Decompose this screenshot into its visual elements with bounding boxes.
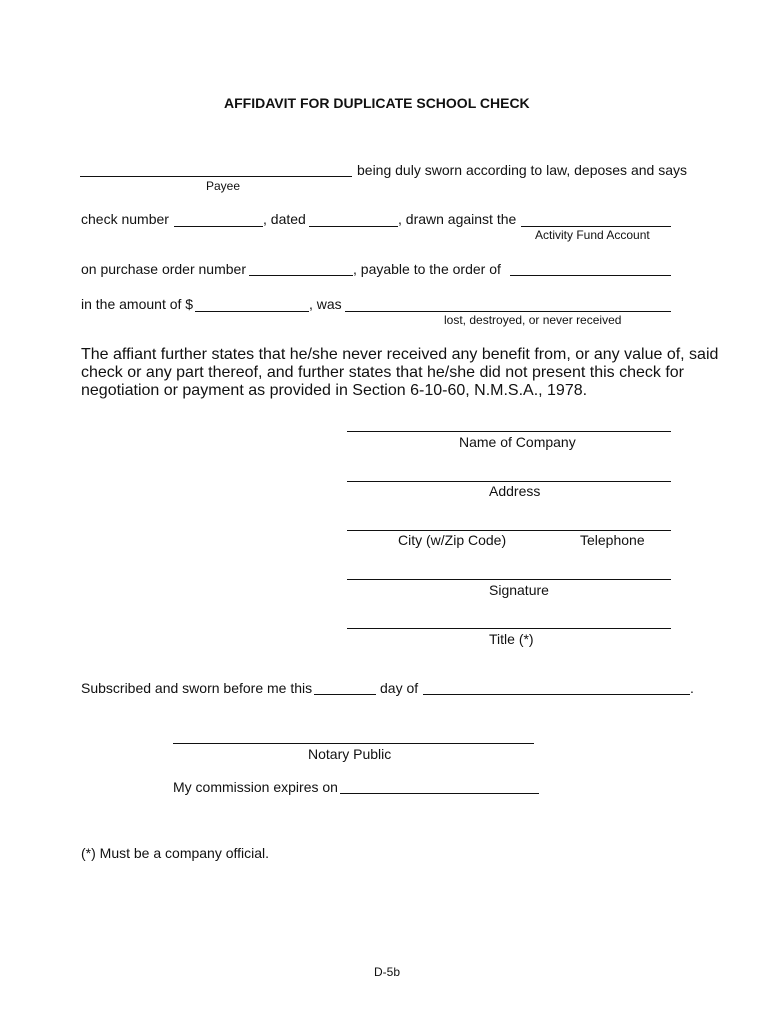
was-label: , was	[309, 296, 342, 312]
company-caption: Name of Company	[459, 434, 576, 450]
telephone-caption: Telephone	[580, 532, 645, 548]
dated-label: , dated	[263, 211, 306, 227]
status-caption: lost, destroyed, or never received	[444, 313, 622, 327]
commission-label: My commission expires on	[173, 779, 338, 795]
payee-caption: Payee	[206, 179, 241, 193]
commission-expiry-field[interactable]	[340, 793, 539, 794]
activity-fund-field[interactable]	[521, 226, 671, 227]
day-field[interactable]	[314, 694, 376, 695]
month-year-field[interactable]	[423, 694, 690, 695]
signature-field[interactable]	[347, 579, 671, 580]
official-title-caption: Title (*)	[489, 631, 534, 647]
po-number-label: on purchase order number	[81, 261, 246, 277]
form-id: D-5b	[374, 965, 401, 979]
official-title-field[interactable]	[347, 628, 671, 629]
address-field[interactable]	[347, 481, 671, 482]
document-title: AFFIDAVIT FOR DUPLICATE SCHOOL CHECK	[224, 95, 530, 111]
address-caption: Address	[489, 483, 541, 499]
check-number-label: check number	[81, 211, 169, 227]
period: .	[690, 680, 694, 696]
notary-signature-field[interactable]	[173, 743, 534, 744]
dated-field[interactable]	[309, 226, 398, 227]
po-number-field[interactable]	[249, 275, 353, 276]
subscribed-label: Subscribed and sworn before me this	[81, 680, 313, 696]
amount-field[interactable]	[195, 311, 309, 312]
sworn-text: being duly sworn according to law, deposes and says	[357, 162, 687, 178]
paragraph-line-1: The affiant further states that he/she never received any benefit from, or any value of, said	[81, 346, 719, 363]
signature-caption: Signature	[489, 582, 549, 598]
drawn-against-label: , drawn against the	[398, 211, 517, 227]
city-telephone-field[interactable]	[347, 530, 671, 531]
day-of-label: day of	[380, 680, 419, 696]
city-caption: City (w/Zip Code)	[398, 532, 507, 548]
notary-public-caption: Notary Public	[308, 746, 392, 762]
company-field[interactable]	[347, 431, 671, 432]
paragraph-line-2: check or any part thereof, and further states that he/she did not present this check for	[81, 364, 685, 381]
paragraph-line-3: negotiation or payment as provided in Section 6-10-60, N.M.S.A., 1978.	[81, 382, 588, 399]
payable-label: , payable to the order of	[353, 261, 501, 277]
footnote: (*) Must be a company official.	[81, 845, 270, 861]
payable-to-field[interactable]	[510, 275, 671, 276]
activity-fund-caption: Activity Fund Account	[535, 228, 650, 242]
status-field[interactable]	[345, 311, 671, 312]
check-number-field[interactable]	[174, 226, 263, 227]
payee-field[interactable]	[80, 176, 352, 177]
amount-label: in the amount of $	[81, 296, 194, 312]
